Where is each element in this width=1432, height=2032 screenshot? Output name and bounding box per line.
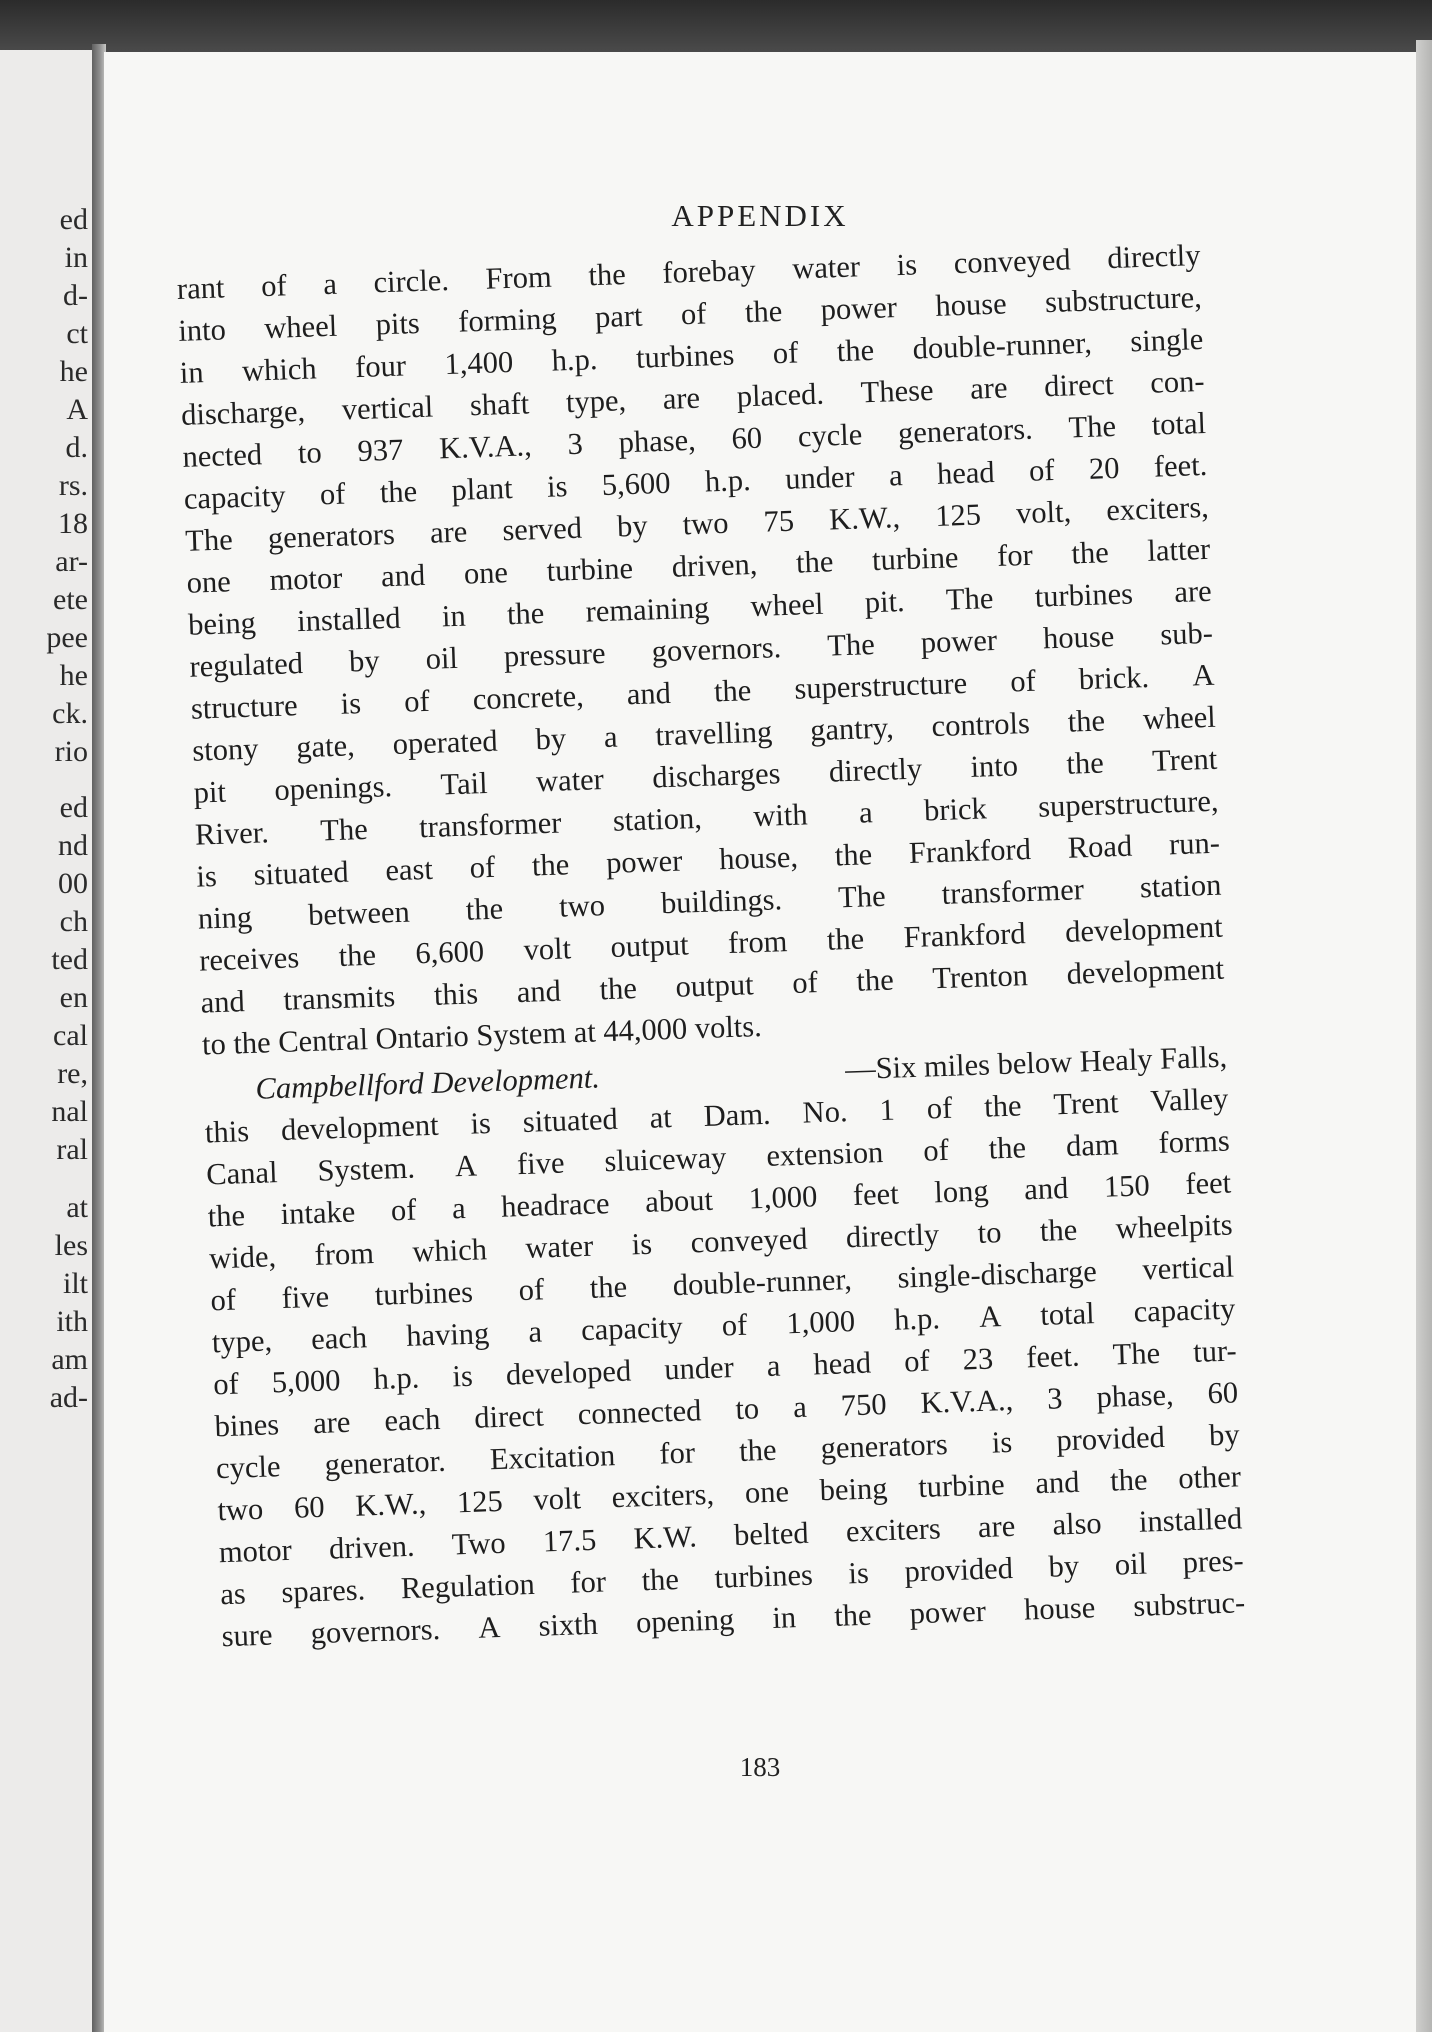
facing-page-fragment: in [64,241,88,274]
text-line: as spares. Regulation for the turbines is provided by oil pres- [219,1543,1245,1612]
text-line: receives the 6,600 volt output from the Frankford development [198,909,1224,978]
facing-page-fragment: nd [58,829,88,862]
facing-page-edge [0,50,96,2032]
facing-page-fragment: ad- [49,1381,88,1414]
facing-page-fragment: he [59,659,88,692]
facing-page-fragment: ar- [55,545,88,578]
facing-page-fragment: cal [53,1019,88,1052]
text-run: —Six miles below Healy Falls, [844,1039,1228,1087]
facing-page-fragment: les [54,1229,88,1262]
page-number: 183 [739,1752,781,1782]
text-line: rant of a circle. From the forebay water is conveyed directly [176,238,1201,306]
facing-page-fragment: rs. [58,469,88,502]
facing-page-fragment: ted [51,943,88,976]
facing-page-fragment: nal [51,1095,88,1128]
running-header: APPENDIX [671,198,849,233]
text-line: The generators are served by two 75 K.W., 125 volt, exciters, [184,489,1210,558]
facing-page-fragment: re, [57,1057,88,1090]
text-line: nected to 937 K.V.A., 3 phase, 60 cycle generators. The total [181,405,1207,474]
text-line: wide, from which water is conveyed directly to the wheelpits [208,1207,1234,1276]
text-line: regulated by oil pressure governors. The power house sub- [188,615,1214,684]
text-line: ning between the two buildings. The transformer station [197,867,1222,936]
facing-page-fragment: ct [66,317,88,350]
facing-page-fragment: d- [63,279,88,312]
text-line: to the Central Ontario System at 44,000 volts. [201,1008,763,1062]
facing-page-fragment: am [51,1343,88,1376]
facing-page-fragment: A [66,393,88,426]
text-line: this development is situated at Dam. No. 1 of the Trent Valley [204,1081,1229,1150]
facing-page-fragment: ed [59,791,88,824]
text-line: the intake of a headrace about 1,000 feet long and 150 feet [207,1165,1232,1234]
facing-page-fragment: 18 [58,507,88,540]
text-line: and transmits this and the output of the Trenton development [200,951,1225,1020]
text-line: is situated east of the power house, the Frankford Road run- [195,825,1221,894]
facing-page-fragment: ch [59,905,88,938]
page-body [176,234,1246,1657]
text-line: type, each having a capacity of 1,000 h.p. A total capacity [211,1291,1236,1360]
text-line: bines are each direct connected to a 750 K.V.A., 3 phase, 60 [214,1375,1239,1444]
text-line: of 5,000 h.p. is developed under a head of 23 feet. The tur- [212,1333,1238,1402]
facing-page-fragment: ed [59,203,88,236]
book-page [104,52,1416,2032]
text-line: one motor and one turbine driven, the turbine for the latter [186,531,1211,600]
text-line: being installed in the remaining wheel pit. The turbines are [187,573,1213,642]
section-heading: Campbellford Development. [254,1060,601,1106]
text-line: sure governors. A sixth opening in the power house substruc- [221,1585,1246,1654]
text-line: cycle generator. Excitation for the generators is provided by [215,1417,1241,1486]
facing-page-fragment: at [66,1191,88,1224]
page-stack-edge [1416,40,1432,2032]
facing-page-fragment: rio [54,735,88,768]
facing-page-fragment: ilt [62,1267,88,1300]
text-line: in which four 1,400 h.p. turbines of the double-runner, single [179,321,1204,390]
text-line: two 60 K.W., 125 volt exciters, one being turbine and the other [216,1459,1242,1528]
text-line: River. The transformer station, with a brick superstructure, [194,783,1220,852]
facing-page-fragment: ral [56,1133,88,1166]
facing-page-fragment: 00 [58,867,88,900]
text-line: pit openings. Tail water discharges directly into the Trent [193,741,1218,810]
facing-page-fragment: ith [56,1305,88,1338]
text-line: capacity of the plant is 5,600 h.p. under a head of 20 feet. [183,447,1208,516]
text-line: discharge, vertical shaft type, are placed. These are direct con- [180,363,1206,432]
text-line: stony gate, operated by a travelling gantry, controls the wheel [191,699,1217,768]
facing-page-fragment: pee [46,621,88,654]
facing-page-fragment: en [59,981,88,1014]
text-line: motor driven. Two 17.5 K.W. belted exciters are also installed [218,1501,1243,1570]
text-line: into wheel pits forming part of the power house substructure, [177,280,1203,348]
text-line: Canal System. A five sluiceway extension of the dam forms [205,1123,1231,1192]
facing-page-fragment: ete [53,583,88,616]
scan-top-edge [0,0,1432,52]
facing-page-fragment: he [59,355,88,388]
text-line: of five turbines of the double-runner, single-discharge vertical [209,1249,1235,1318]
facing-page-fragment: ck. [52,697,88,730]
text-line: structure is of concrete, and the superstructure of brick. A [190,657,1215,726]
facing-page-fragment: d. [65,431,88,464]
